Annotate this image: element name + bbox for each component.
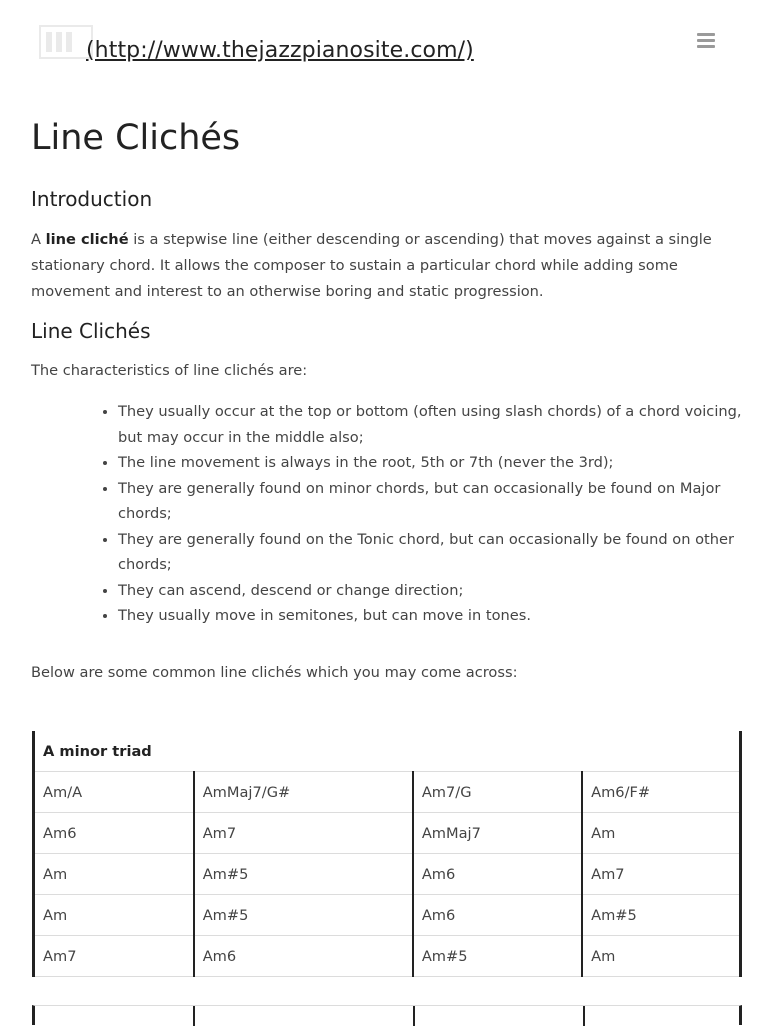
list-item: • They are generally found on the Tonic chord, but can occasionally be found on other chords; [118,527,758,578]
line-cliche-term: line cliché [45,231,129,248]
table-cell: Am#5 [194,854,413,895]
site-header [0,0,768,90]
table-cell: Am7/G [413,772,582,813]
table-cell: AmMaj7/G# [194,772,413,813]
table-header-row [34,731,741,772]
table-cell: Am7 [34,936,194,977]
page-title: Line Clichés [31,118,241,158]
table-cell: Am [34,854,194,895]
table-cell: Am6 [413,854,582,895]
table-row [34,895,741,936]
table-cell: Am7 [582,854,740,895]
list-item: • They are generally found on minor chords, but can occasionally be found on Major chords; [118,476,758,527]
table-cell: Am6/F# [582,772,740,813]
table-cell: AmMaj7 [413,813,582,854]
table-row [34,936,741,977]
characteristics-intro: The characteristics of line clichés are: [31,362,308,379]
introduction-heading: Introduction [31,187,153,211]
table-cell: Am [34,895,194,936]
table-cell: Am [582,936,740,977]
column-divider [413,1006,415,1026]
next-table-edge [32,1005,742,1025]
table-cell: Am6 [194,936,413,977]
menu-bar [697,45,715,48]
table-cell: Am#5 [194,895,413,936]
table-cell: Am/A [34,772,194,813]
site-home-link[interactable]: (http://www.thejazzpianosite.com/) [86,38,474,63]
hamburger-menu-icon[interactable] [697,33,715,49]
column-divider [583,1006,585,1026]
list-item: • The line movement is always in the root, 5th or 7th (never the 3rd); [118,450,758,476]
table-cell: Am#5 [413,936,582,977]
column-divider [193,1006,195,1026]
table-cell: Am [582,813,740,854]
list-item: • They usually move in semitones, but can move in tones. [118,603,758,629]
table-row [34,854,741,895]
intro-prefix: A [31,231,46,248]
intro-paragraph [31,227,731,305]
characteristics-list [100,399,758,629]
menu-bar [697,33,715,36]
table-header: A minor triad [34,731,741,772]
chord-table [32,731,742,977]
table-cell: Am#5 [582,895,740,936]
table-cell: Am6 [34,813,194,854]
table-cell: Am6 [413,895,582,936]
line-cliches-heading: Line Clichés [31,319,151,343]
intro-rest: is a stepwise line (either descending or ascending) that moves against a single stationary chord. It allows the composer to sustain a particular chord while adding some movement and interest to an otherwise boring and static progression. [31,231,712,300]
table-row [34,813,741,854]
table-cell: Am7 [194,813,413,854]
below-text: Below are some common line clichés which you may come across: [31,664,518,681]
table-row [34,772,741,813]
list-item: • They can ascend, descend or change direction; [118,578,758,604]
list-item: • They usually occur at the top or bottom (often using slash chords) of a chord voicing, but may occur in the middle also; [118,399,758,450]
menu-bar [697,39,715,42]
